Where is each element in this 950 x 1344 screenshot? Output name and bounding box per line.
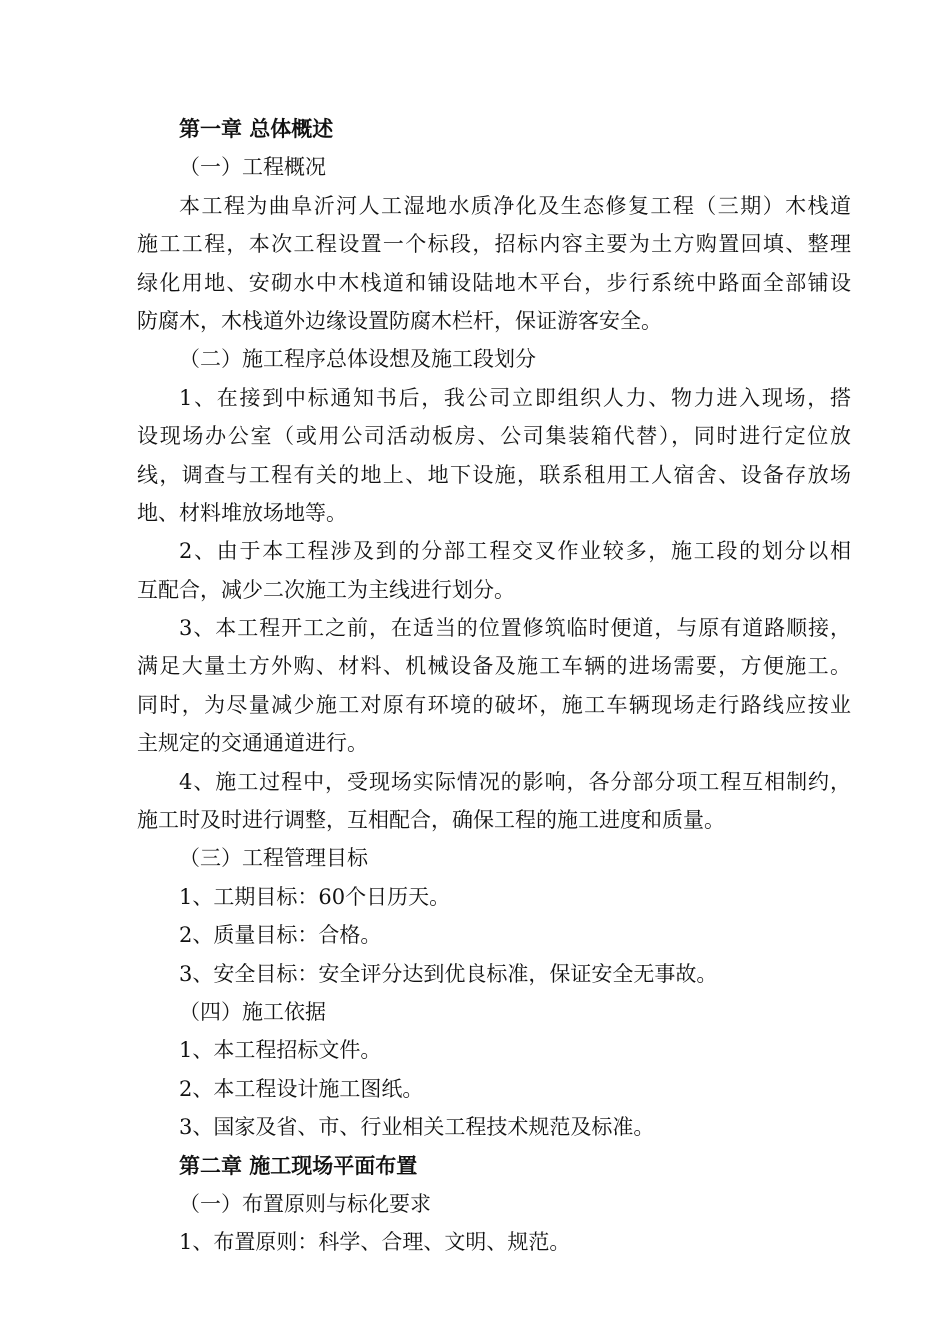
- list-item: 1、布置原则：科学、合理、文明、规范。: [179, 1230, 571, 1255]
- section-heading: （三）工程管理目标: [179, 846, 368, 871]
- document-page: [137, 110, 851, 1262]
- list-item: 1、工期目标：60个日历天。: [179, 884, 451, 909]
- paragraph-line: 主规定的交通通道进行。: [137, 731, 368, 756]
- paragraph-line: 3、本工程开工之前，在适当的位置修筑临时便道，与原有道路顺接，: [179, 616, 851, 641]
- paragraph-line: 同时，为尽量减少施工对原有环境的破坏，施工车辆现场走行路线应按业: [137, 692, 851, 717]
- paragraph-line: 4、施工过程中，受现场实际情况的影响，各分部分项工程互相制约，: [179, 769, 851, 794]
- paragraph-line: 1、在接到中标通知书后，我公司立即组织人力、物力进入现场，搭: [179, 385, 851, 410]
- paragraph-line: 防腐木，木栈道外边缘设置防腐木栏杆，保证游客安全。: [137, 308, 662, 333]
- paragraph-line: 线，调查与工程有关的地上、地下设施，联系租用工人宿舍、设备存放场: [137, 462, 851, 487]
- chapter-heading: 第一章 总体概述: [179, 116, 334, 141]
- section-heading: （四）施工依据: [179, 999, 326, 1024]
- paragraph-line: 绿化用地、安砌水中木栈道和铺设陆地木平台，步行系统中路面全部铺设: [137, 270, 851, 295]
- list-item: 2、质量目标：合格。: [179, 923, 382, 948]
- section-heading: （一）布置原则与标化要求: [179, 1191, 431, 1216]
- paragraph-line: 地、材料堆放场地等。: [137, 500, 347, 525]
- chapter-heading: 第二章 施工现场平面布置: [179, 1152, 418, 1178]
- list-item: 3、安全目标：安全评分达到优良标准，保证安全无事故。: [179, 961, 718, 986]
- paragraph-line: 满足大量土方外购、材料、机械设备及施工车辆的进场需要，方便施工。: [137, 654, 851, 679]
- paragraph-line: 施工工程，本次工程设置一个标段，招标内容主要为土方购置回填、整理: [137, 232, 851, 257]
- paragraph-line: 施工时及时进行调整，互相配合，确保工程的施工进度和质量。: [137, 808, 725, 833]
- section-heading: （一）工程概况: [179, 155, 326, 180]
- paragraph-line: 设现场办公室（或用公司活动板房、公司集装箱代替），同时进行定位放: [137, 424, 851, 449]
- list-item: 1、本工程招标文件。: [179, 1038, 382, 1063]
- paragraph-line: 本工程为曲阜沂河人工湿地水质净化及生态修复工程（三期）木栈道: [179, 193, 851, 218]
- paragraph-line: 互配合，减少二次施工为主线进行划分。: [137, 577, 515, 602]
- paragraph-line: 2、由于本工程涉及到的分部工程交叉作业较多，施工段的划分以相: [179, 539, 851, 564]
- section-heading: （二）施工程序总体设想及施工段划分: [179, 347, 536, 372]
- list-item: 3、国家及省、市、行业相关工程技术规范及标准。: [179, 1115, 655, 1140]
- list-item: 2、本工程设计施工图纸。: [179, 1076, 424, 1101]
